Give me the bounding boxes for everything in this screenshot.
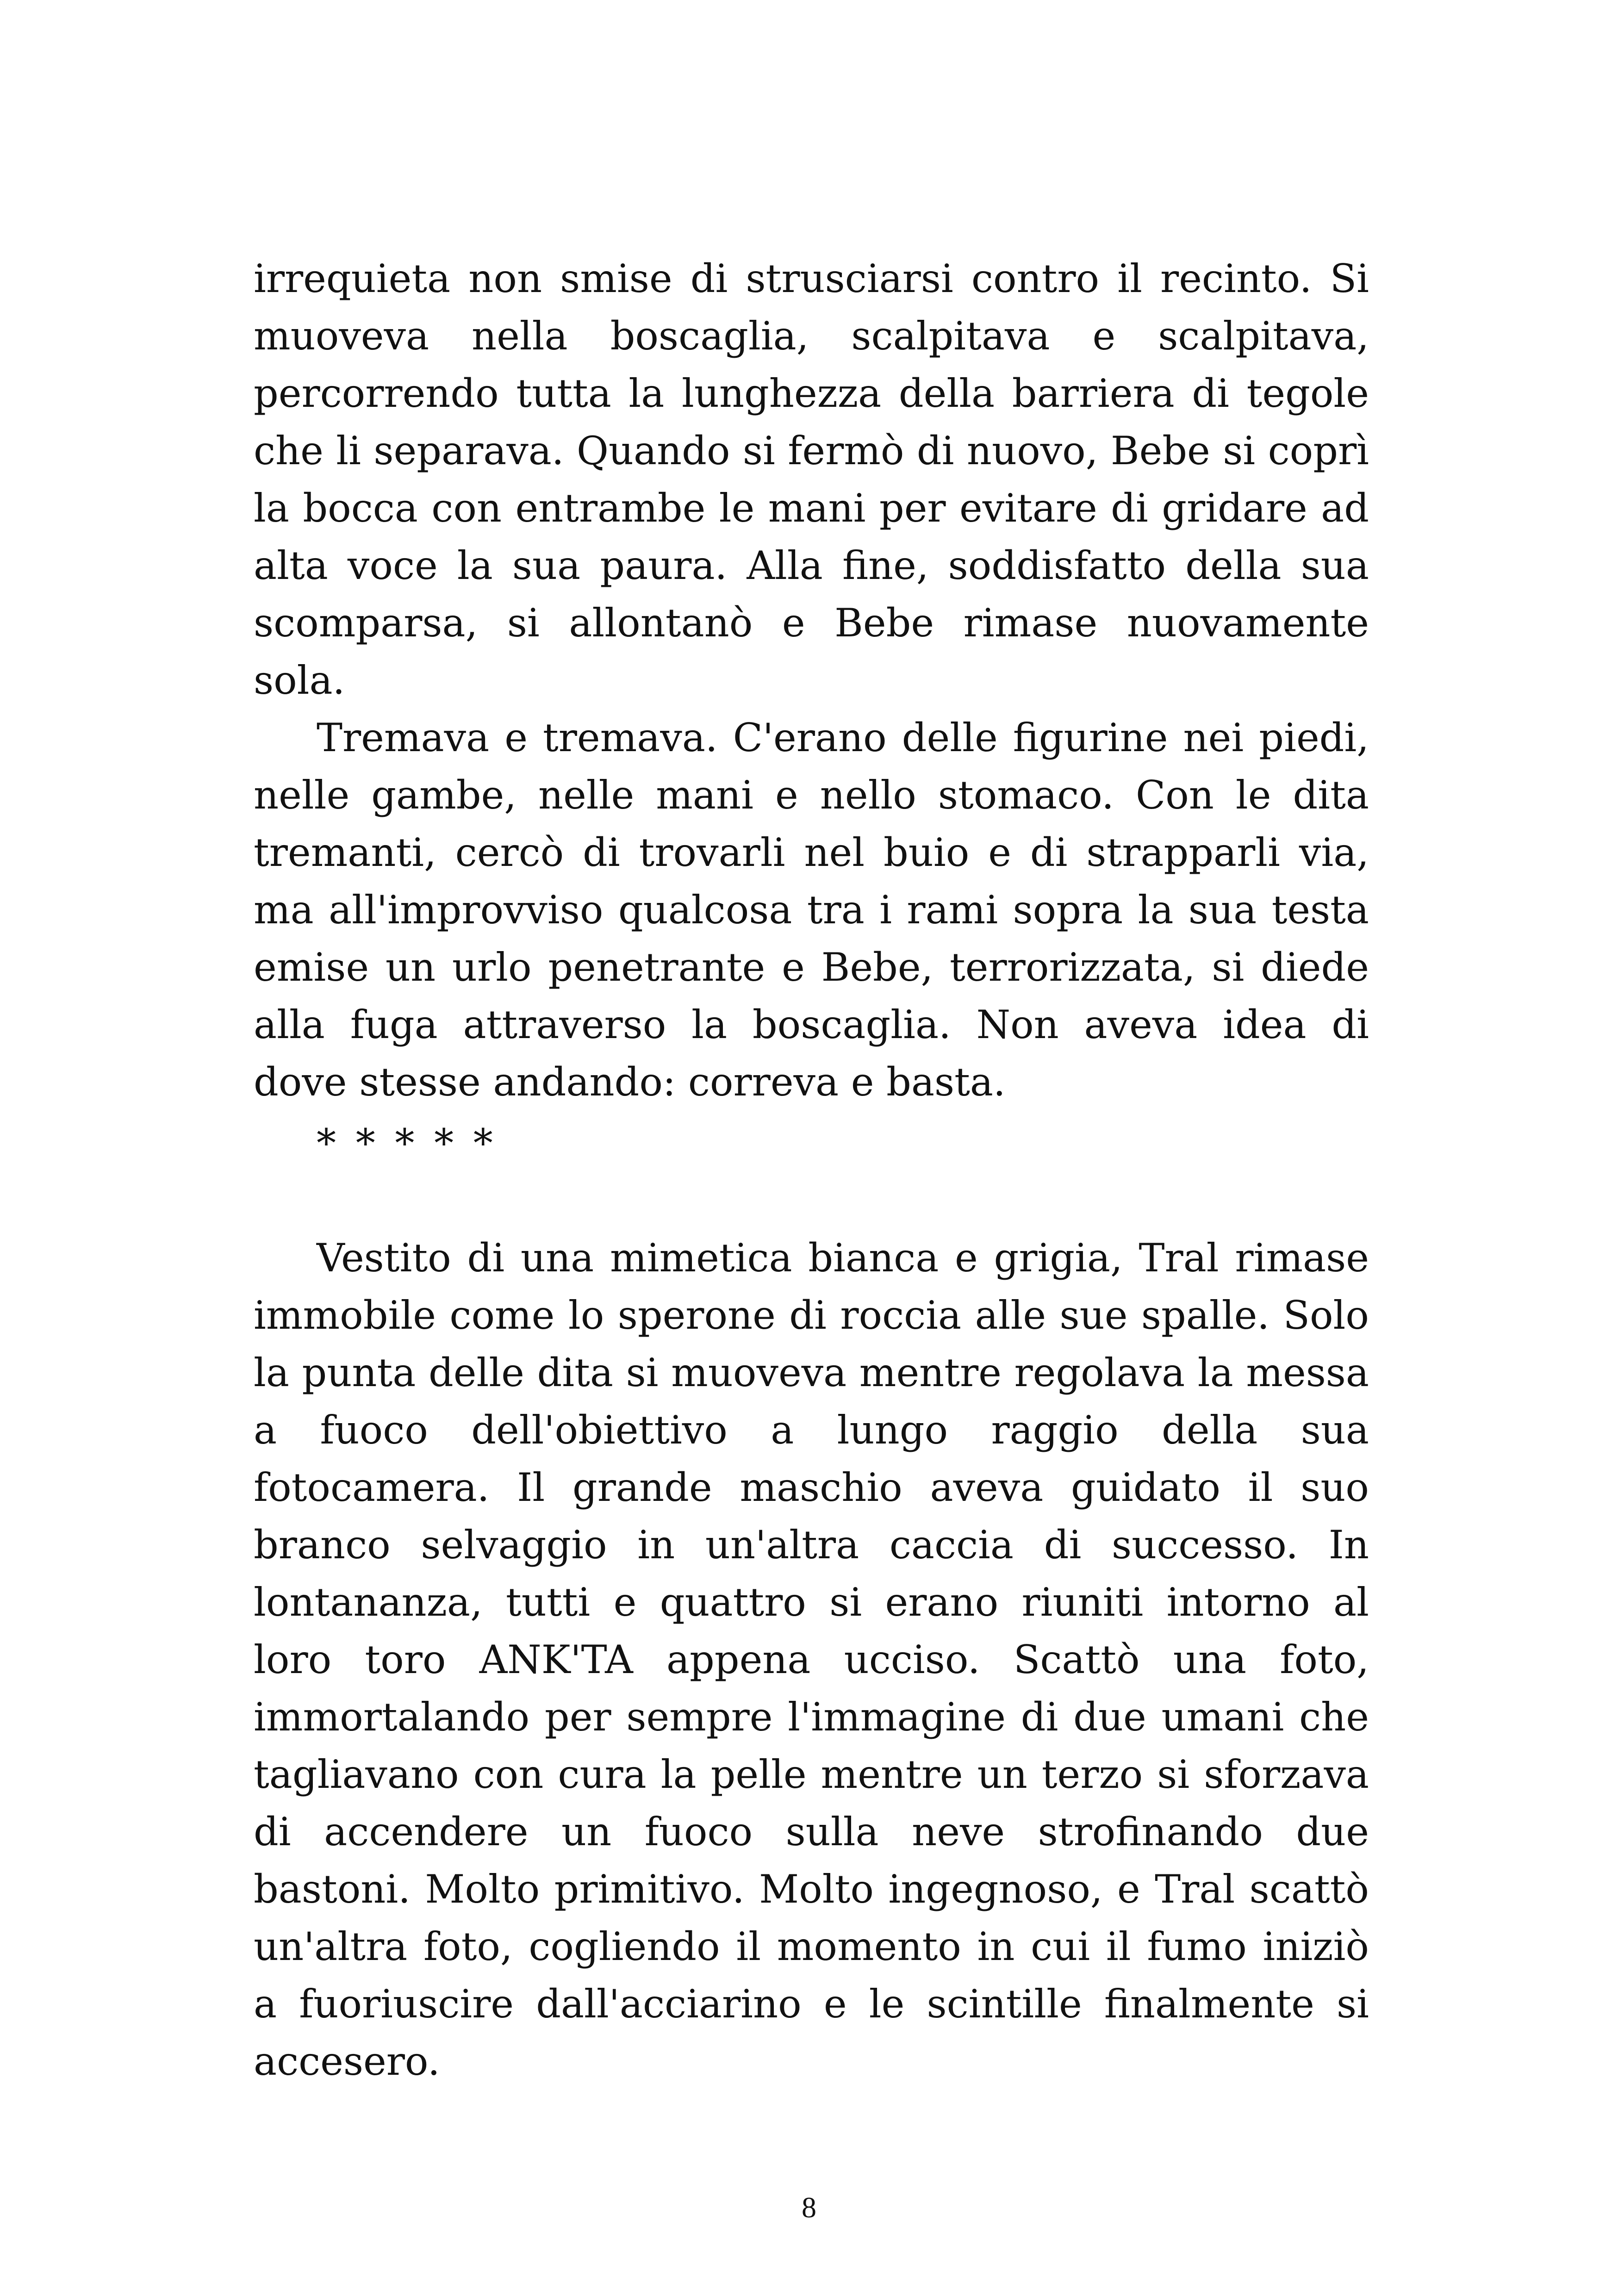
text-block-top	[254, 250, 1369, 1111]
paragraph-continuation: irrequieta non smise di strusciarsi contro il recinto. Si muoveva nella boscaglia, scalpitava e scalpitava, percorrendo tutta la lunghezza della barriera di tegole che li separava. Quando si fermò di nuovo, Bebe si coprì la bocca con entrambe le mani per evitare di gridare ad alta voce la sua paura. Alla fine, soddisfatto della sua scomparsa, si allontanò e Bebe rimase nuovamente sola.	[254, 256, 1369, 703]
text-block-bottom	[254, 1229, 1369, 2090]
section-separator: * * * * *	[317, 1120, 497, 1166]
page-number: 8	[802, 2191, 816, 2224]
paragraph: Tremava e tremava. C'erano delle figurine nei piedi, nelle gambe, nelle mani e nello stomaco. Con le dita tremanti, cercò di trovarli nel buio e di strapparli via, ma all'improvviso qualcosa tra i rami sopra la sua testa emise un urlo penetrante e Bebe, terrorizzata, si diede alla fuga attraverso la boscaglia. Non aveva idea di dove stesse andando: correva e basta.	[254, 715, 1369, 1105]
paragraph: Vestito di una mimetica bianca e grigia, Tral rimase immobile come lo sperone di roccia alle sue spalle. Solo la punta delle dita si muoveva mentre regolava la messa a fuoco dell'obiettivo a lungo raggio della sua fotocamera. Il grande maschio aveva guidato il suo branco selvaggio in un'altra caccia di successo. In lontananza, tutti e quattro si erano riuniti intorno al loro toro ANK'TA appena ucciso. Scattò una foto, immortalando per sempre l'immagine di due umani che tagliavano con cura la pelle mentre un terzo si sforzava di accendere un fuoco sulla neve strofinando due bastoni. Molto primitivo. Molto ingegnoso, e Tral scattò un'altra foto, cogliendo il momento in cui il fumo iniziò a fuoriuscire dall'acciarino e le scintille finalmente si accesero.	[254, 1235, 1369, 2084]
